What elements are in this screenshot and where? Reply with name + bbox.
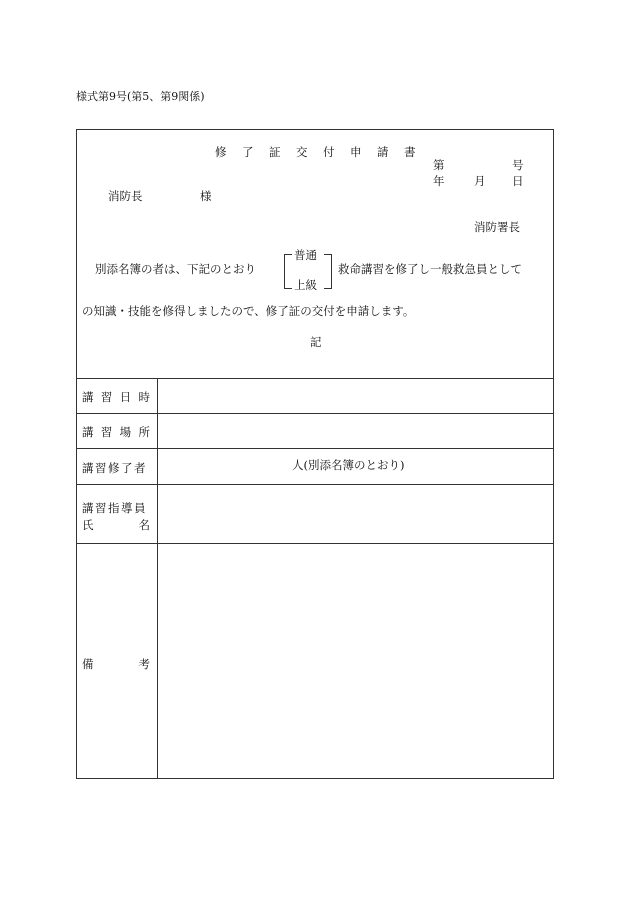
label-remarks <box>82 656 150 672</box>
label-place <box>82 424 150 440</box>
label-instructor: 講習指導員 <box>82 501 147 515</box>
option-bottom: 上級 <box>294 278 317 292</box>
label-char: 所 <box>138 425 150 439</box>
label-char: 名 <box>138 518 150 532</box>
number-suffix: 号 <box>512 158 524 172</box>
addressee-title: 消防長 <box>108 189 143 203</box>
option-top: 普通 <box>294 248 317 262</box>
date-month: 月 <box>474 174 486 188</box>
option-bracket-right <box>324 254 332 289</box>
date-year: 年 <box>433 174 445 188</box>
label-date-time <box>82 389 150 405</box>
addressee-honorific: 様 <box>200 189 212 203</box>
body-line2: の知識・技能を修得しましたので、修了証の交付を申請します。 <box>82 304 415 318</box>
instructor-field[interactable] <box>158 485 553 543</box>
label-completers: 講習修了者 <box>82 461 147 475</box>
label-char: 講 <box>82 390 94 404</box>
label-char: 考 <box>138 657 150 671</box>
date-day: 日 <box>512 174 524 188</box>
remarks-field[interactable] <box>158 544 553 778</box>
label-char: 氏 <box>82 518 94 532</box>
option-bracket-left <box>284 254 292 289</box>
label-char: 講 <box>82 425 94 439</box>
body-line1-before: 別添名簿の者は、下記のとおり <box>95 262 256 276</box>
ki-mark: 記 <box>310 335 322 349</box>
label-char: 習 <box>100 425 113 439</box>
label-char: 場 <box>119 425 132 439</box>
applicant: 消防署長 <box>474 220 520 234</box>
place-field[interactable] <box>158 414 553 448</box>
number-prefix: 第 <box>433 158 445 172</box>
label-char: 習 <box>100 390 113 404</box>
document-title: 修了証交付申請書 <box>215 145 431 159</box>
label-instructor-name <box>82 517 150 533</box>
completers-value: 人(別添名簿のとおり) <box>292 458 405 472</box>
label-char: 時 <box>138 390 150 404</box>
form-number: 様式第9号(第5、第9関係) <box>76 90 205 103</box>
body-line1-after: 救命講習を修了し一般救急員として <box>338 262 522 276</box>
date-time-field[interactable] <box>158 379 553 413</box>
label-char: 備 <box>82 657 94 671</box>
row-divider <box>76 448 554 449</box>
label-char: 日 <box>119 390 132 404</box>
